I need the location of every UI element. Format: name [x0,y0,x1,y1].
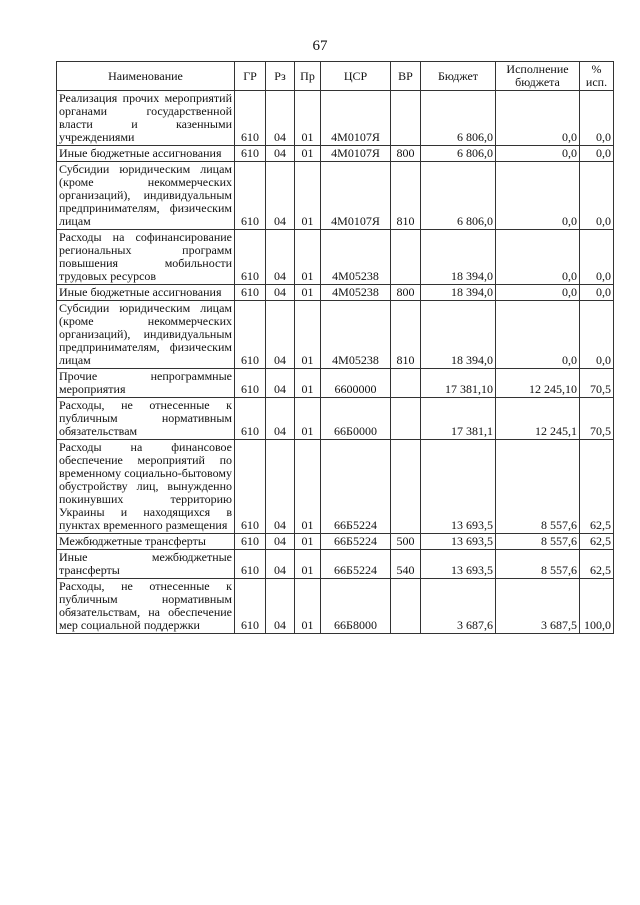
cell-gr: 610 [235,91,266,146]
table-row [57,162,614,230]
budget-table [56,61,614,634]
header-percent: % исп. [580,62,614,91]
table-row [57,369,614,398]
table-row [57,534,614,550]
header-vr: ВР [391,62,421,91]
cell-name: Реализация прочих мероприятий органами государственной власти и казенными учреждениями [57,91,235,146]
cell-percent: 0,0 [580,285,614,301]
cell-rz: 04 [266,398,295,440]
cell-csr: 4М05238 [321,285,391,301]
cell-budget: 13 693,5 [421,534,496,550]
cell-rz: 04 [266,301,295,369]
cell-budget: 13 693,5 [421,440,496,534]
cell-csr: 66Б5224 [321,534,391,550]
cell-rz: 04 [266,369,295,398]
cell-budget: 6 806,0 [421,91,496,146]
cell-rz: 04 [266,230,295,285]
cell-name: Иные межбюджетные трансферты [57,550,235,579]
page-number: 67 [312,38,328,54]
cell-execution: 12 245,1 [496,398,580,440]
cell-percent: 62,5 [580,550,614,579]
cell-name: Расходы на софинансирование региональных программ повышения мобильности трудовых ресурсов [57,230,235,285]
table-row [57,301,614,369]
cell-csr: 66Б8000 [321,579,391,634]
cell-percent: 0,0 [580,146,614,162]
cell-gr: 610 [235,550,266,579]
cell-csr: 4М0107Я [321,146,391,162]
cell-vr [391,398,421,440]
header-execution: Исполнение бюджета [496,62,580,91]
cell-csr: 4М0107Я [321,162,391,230]
cell-percent: 62,5 [580,440,614,534]
cell-pr: 01 [295,579,321,634]
cell-pr: 01 [295,440,321,534]
cell-name: Иные бюджетные ассигнования [57,146,235,162]
cell-csr: 4М0107Я [321,91,391,146]
cell-execution: 8 557,6 [496,550,580,579]
cell-gr: 610 [235,146,266,162]
cell-name: Расходы, не отнесенные к публичным нормативным обязательствам [57,398,235,440]
table-row [57,550,614,579]
cell-execution: 0,0 [496,91,580,146]
cell-percent: 70,5 [580,369,614,398]
cell-gr: 610 [235,440,266,534]
cell-percent: 100,0 [580,579,614,634]
cell-rz: 04 [266,440,295,534]
cell-pr: 01 [295,550,321,579]
cell-percent: 62,5 [580,534,614,550]
cell-vr [391,579,421,634]
table-row [57,230,614,285]
cell-pr: 01 [295,398,321,440]
cell-pr: 01 [295,301,321,369]
cell-csr: 66Б5224 [321,550,391,579]
cell-percent: 0,0 [580,230,614,285]
cell-gr: 610 [235,579,266,634]
cell-name: Межбюджетные трансферты [57,534,235,550]
table-row [57,285,614,301]
cell-execution: 0,0 [496,146,580,162]
cell-rz: 04 [266,579,295,634]
cell-percent: 0,0 [580,91,614,146]
cell-budget: 18 394,0 [421,285,496,301]
cell-budget: 13 693,5 [421,550,496,579]
cell-execution: 12 245,10 [496,369,580,398]
cell-pr: 01 [295,534,321,550]
header-gr: ГР [235,62,266,91]
cell-percent: 0,0 [580,162,614,230]
cell-execution: 0,0 [496,162,580,230]
cell-name: Иные бюджетные ассигнования [57,285,235,301]
cell-vr: 810 [391,301,421,369]
table-row [57,146,614,162]
cell-budget: 17 381,1 [421,398,496,440]
cell-gr: 610 [235,398,266,440]
cell-gr: 610 [235,230,266,285]
cell-name: Расходы, не отнесенные к публичным нормативным обязательствам, на обеспечение мер социальной поддержки [57,579,235,634]
cell-gr: 610 [235,369,266,398]
cell-csr: 4М05238 [321,301,391,369]
cell-vr [391,230,421,285]
cell-vr: 500 [391,534,421,550]
header-name: Наименование [57,62,235,91]
cell-budget: 18 394,0 [421,301,496,369]
cell-name: Субсидии юридическим лицам (кроме некоммерческих организаций), индивидуальным предпринимателям, физическим лицам [57,162,235,230]
header-rz: Рз [266,62,295,91]
cell-pr: 01 [295,162,321,230]
cell-rz: 04 [266,285,295,301]
cell-name: Прочие непрограммные мероприятия [57,369,235,398]
cell-execution: 0,0 [496,301,580,369]
table-body [57,91,614,634]
cell-vr [391,369,421,398]
cell-csr: 66Б5224 [321,440,391,534]
cell-vr: 800 [391,285,421,301]
cell-rz: 04 [266,534,295,550]
table-row [57,398,614,440]
cell-gr: 610 [235,285,266,301]
header-csr: ЦСР [321,62,391,91]
cell-percent: 0,0 [580,301,614,369]
cell-rz: 04 [266,91,295,146]
cell-gr: 610 [235,162,266,230]
cell-pr: 01 [295,230,321,285]
cell-vr: 810 [391,162,421,230]
cell-budget: 18 394,0 [421,230,496,285]
cell-budget: 6 806,0 [421,162,496,230]
cell-vr [391,440,421,534]
cell-budget: 3 687,6 [421,579,496,634]
cell-name: Расходы на финансовое обеспечение мероприятий по временному социально-бытовому обустройству лиц, вынужденно покинувших территорию Украины и находящихся в пунктах временного размещения [57,440,235,534]
table-row [57,91,614,146]
header-row [57,62,614,91]
cell-gr: 610 [235,301,266,369]
cell-execution: 8 557,6 [496,534,580,550]
header-pr: Пр [295,62,321,91]
cell-name: Субсидии юридическим лицам (кроме некоммерческих организаций), индивидуальным предпринимателям, физическим лицам [57,301,235,369]
cell-vr: 540 [391,550,421,579]
cell-execution: 8 557,6 [496,440,580,534]
cell-pr: 01 [295,91,321,146]
cell-vr: 800 [391,146,421,162]
table-row [57,440,614,534]
cell-percent: 70,5 [580,398,614,440]
cell-gr: 610 [235,534,266,550]
cell-execution: 0,0 [496,285,580,301]
cell-execution: 3 687,5 [496,579,580,634]
cell-csr: 4М05238 [321,230,391,285]
cell-csr: 66Б0000 [321,398,391,440]
cell-pr: 01 [295,146,321,162]
cell-pr: 01 [295,369,321,398]
cell-rz: 04 [266,146,295,162]
header-budget: Бюджет [421,62,496,91]
cell-budget: 17 381,10 [421,369,496,398]
cell-execution: 0,0 [496,230,580,285]
cell-rz: 04 [266,550,295,579]
cell-vr [391,91,421,146]
cell-budget: 6 806,0 [421,146,496,162]
table-row [57,579,614,634]
cell-pr: 01 [295,285,321,301]
cell-rz: 04 [266,162,295,230]
cell-csr: 6600000 [321,369,391,398]
